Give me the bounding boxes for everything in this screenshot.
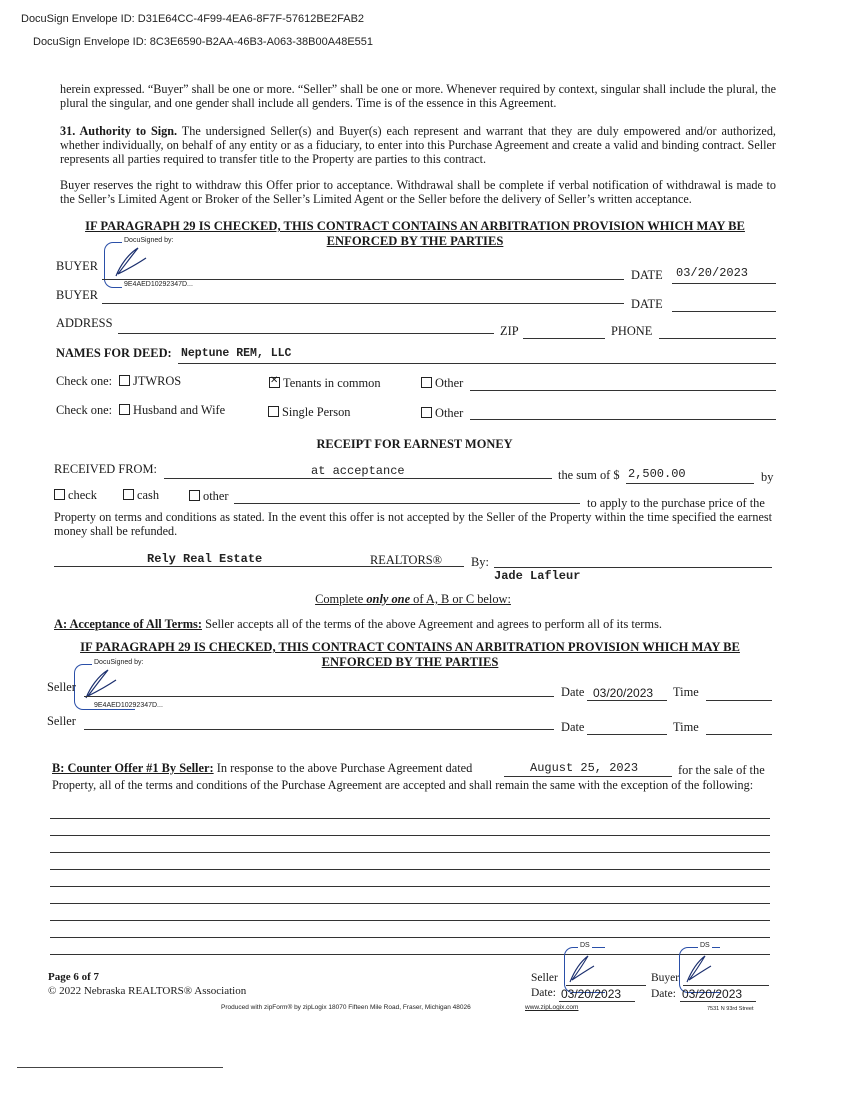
ds-label-buyer: DS <box>700 942 710 949</box>
seller-signature-line-2[interactable] <box>84 729 554 730</box>
seller1-date-line <box>587 700 667 701</box>
checkbox-tenants-in-common[interactable] <box>269 376 381 391</box>
seller-time-label-1: Time <box>673 685 699 699</box>
produced-with: Produced with zipForm® by zipLogix 18070 Fifteen Mile Road, Fraser, Michigan 48026 <box>221 1004 471 1011</box>
seller-initials-icon <box>566 954 596 986</box>
receipt-title: RECEIPT FOR EARNEST MONEY <box>316 437 513 451</box>
counter-line[interactable] <box>50 869 770 870</box>
agent-value: Jade Lafleur <box>494 569 581 583</box>
buyer-signature-line-2[interactable] <box>102 303 624 304</box>
seller2-time-line[interactable] <box>706 734 772 735</box>
envelope-id-1: DocuSign Envelope ID: D31E64CC-4F99-4EA6-8F7F-57612BE2FAB2 <box>21 13 365 25</box>
checkbox-tenants-label: Tenants in common <box>283 376 381 390</box>
buyer-label-1: BUYER <box>56 259 98 273</box>
agent-line <box>494 567 772 568</box>
realtors-label: REALTORS® <box>370 553 443 567</box>
docusign-signed-by-seller: DocuSigned by: <box>94 659 144 666</box>
counter-heading: B: Counter Offer #1 By Seller: <box>52 761 214 775</box>
docusign-signer-id: 9E4AED10292347D... <box>124 281 193 288</box>
docusign-signer-id-seller: 9E4AED10292347D... <box>94 702 163 709</box>
counter-text-a: In response to the above Purchase Agreement dated <box>213 761 473 775</box>
footer-buyer-date: 03/20/2023 <box>682 987 743 1001</box>
page-number: Page 6 of 7 <box>48 971 100 983</box>
property-address: 7531 N 93rd Street <box>707 1006 754 1012</box>
copyright: © 2022 Nebraska REALTORS® Association <box>48 985 247 997</box>
counter-line[interactable] <box>50 954 770 955</box>
checkbox-cash-label: cash <box>137 488 160 502</box>
seller-label-1: Seller <box>47 680 76 694</box>
seller-date-label-1: Date <box>561 685 585 699</box>
buyer1-date-value: 03/20/2023 <box>676 266 749 280</box>
bottom-rule <box>17 1067 223 1068</box>
seller-time-label-2: Time <box>673 720 699 734</box>
seller-signature-line-1 <box>84 696 554 697</box>
check-one-label-2: Check one: <box>56 403 113 417</box>
envelope-id-2: DocuSign Envelope ID: 8C3E6590-B2AA-46B3-A063-38B00A48E551 <box>33 36 374 48</box>
checkbox-icon[interactable] <box>119 404 130 415</box>
arbitration-notice-line1: IF PARAGRAPH 29 IS CHECKED, THIS CONTRACT CONTAINS AN ARBITRATION PROVISION WHICH MAY BE <box>85 219 745 233</box>
zip-label: ZIP <box>500 324 519 338</box>
counter-agreement-date: August 25, 2023 <box>530 761 639 775</box>
names-for-deed-value: Neptune REM, LLC <box>181 347 292 360</box>
counter-heading-line <box>52 761 472 776</box>
buyer-initials-icon <box>683 954 713 986</box>
counter-text-c: Property, all of the terms and conditions of the Purchase Agreement are accepted and shall remain the same with the exception of the following: <box>52 778 754 792</box>
received-from-line[interactable] <box>164 478 552 479</box>
date-label-1: DATE <box>631 268 663 282</box>
checkbox-icon[interactable] <box>54 489 65 500</box>
seller1-time-line[interactable] <box>706 700 772 701</box>
complete-instruction <box>0 592 826 607</box>
footer-buyer-date-label: Date: <box>651 988 676 1000</box>
counter-line[interactable] <box>50 937 770 938</box>
seller-date-label-2: Date <box>561 720 585 734</box>
address-label: ADDRESS <box>56 316 113 330</box>
checkbox-check-label: check <box>68 488 97 502</box>
checkbox-other-payment-label: other <box>203 489 229 503</box>
buyer1-date-line <box>672 283 776 284</box>
check-one-label-1: Check one: <box>56 374 113 388</box>
footer-seller-label: Seller <box>531 972 558 984</box>
zip-line[interactable] <box>523 338 605 339</box>
counter-date-line <box>504 776 672 777</box>
checkbox-husband-and-wife[interactable] <box>119 403 225 418</box>
received-from-label: RECEIVED FROM: <box>54 462 157 476</box>
checkbox-icon[interactable] <box>421 377 432 388</box>
received-from-value: at acceptance <box>311 464 405 478</box>
seller2-date-line[interactable] <box>587 734 667 735</box>
by2-label: By: <box>471 555 489 569</box>
acceptance-heading: A: Acceptance of All Terms: <box>54 617 202 631</box>
acceptance-text: Seller accepts all of the terms of the above Agreement and agrees to perform all of its terms. <box>201 617 662 631</box>
other-line-1[interactable] <box>470 390 776 391</box>
ziplogix-url[interactable]: www.zipLogix.com <box>525 1004 579 1011</box>
buyer-label-2: BUYER <box>56 288 98 302</box>
brokerage-value: Rely Real Estate <box>147 552 263 566</box>
address-line[interactable] <box>118 333 494 334</box>
footer-buyer-label: Buyer <box>651 972 680 984</box>
footer-seller-date-line <box>559 1001 635 1002</box>
seller1-date-value: 03/20/2023 <box>593 686 654 700</box>
footer-seller-date: 03/20/2023 <box>561 987 622 1001</box>
counter-line[interactable] <box>50 886 770 887</box>
buyer2-date-line[interactable] <box>672 311 776 312</box>
counter-text-b: for the sale of the <box>678 763 765 777</box>
checkbox-icon[interactable] <box>189 490 200 501</box>
checkbox-husband-label: Husband and Wife <box>133 403 226 417</box>
date-label-2: DATE <box>631 297 663 311</box>
footer-buyer-initial-line <box>683 985 769 986</box>
counter-line[interactable] <box>50 920 770 921</box>
complete-emph: only one <box>366 592 411 606</box>
seller-label-2: Seller <box>47 714 76 728</box>
complete-suffix: of A, B or C below: <box>410 592 511 606</box>
apply-text: to apply to the purchase price of the <box>587 496 765 510</box>
arbitration-notice-2-line1: IF PARAGRAPH 29 IS CHECKED, THIS CONTRACT CONTAINS AN ARBITRATION PROVISION WHICH MAY BE <box>80 640 740 654</box>
checkbox-jtwros[interactable] <box>119 374 181 389</box>
authority-text: The undersigned Seller(s) and Buyer(s) each represent and warrant that they are duly empowered and/or authorized, whether individually, on behalf of any entity or as a fiduciary, to enter into this Purchase Agreement and create a valid and binding contract. Seller represents all parties required to transfer title to the Property are parties to this contract. <box>60 124 776 167</box>
footer-seller-date-label: Date: <box>531 987 556 999</box>
checkbox-checked-icon[interactable] <box>269 377 280 388</box>
footer-buyer-date-line <box>680 1001 756 1002</box>
property-text: Property on terms and conditions as stated. In the event this offer is not accepted by the Seller of the Property within the time specified the earnest money shall be refunded. <box>54 510 772 539</box>
arbitration-notice-line2: ENFORCED BY THE PARTIES <box>326 234 504 248</box>
ds-label-seller: DS <box>580 942 590 949</box>
phone-label: PHONE <box>611 324 653 338</box>
phone-line[interactable] <box>659 338 776 339</box>
checkbox-other-payment[interactable] <box>189 489 228 504</box>
checkbox-icon[interactable] <box>119 375 130 386</box>
sum-value: 2,500.00 <box>628 467 686 481</box>
intro-paragraph: herein expressed. “Buyer” shall be one or more. “Seller” shall be one or more. Whenever required by context, singular shall include the plural, the plural the singular, and one gender shall include all genders. Time is of the essence in this Agreement. <box>60 82 776 111</box>
checkbox-other-1[interactable] <box>421 376 463 391</box>
checkbox-other-1-label: Other <box>435 376 464 390</box>
checkbox-other-2-label: Other <box>435 406 464 420</box>
checkbox-jtwros-label: JTWROS <box>133 374 182 388</box>
buyer-signature-line-1 <box>102 279 624 280</box>
checkbox-single-person[interactable] <box>268 405 351 420</box>
checkbox-icon[interactable] <box>123 489 134 500</box>
checkbox-cash[interactable] <box>123 488 159 503</box>
buyer-signature-icon <box>110 244 150 280</box>
names-for-deed-label: NAMES FOR DEED: <box>56 346 172 360</box>
counter-line[interactable] <box>50 903 770 904</box>
checkbox-icon[interactable] <box>421 407 432 418</box>
other-payment-line[interactable] <box>234 503 580 504</box>
checkbox-single-label: Single Person <box>282 405 351 419</box>
docusign-signed-by: DocuSigned by: <box>124 237 174 244</box>
counter-line[interactable] <box>50 852 770 853</box>
counter-line[interactable] <box>50 835 770 836</box>
withdraw-paragraph: Buyer reserves the right to withdraw this Offer prior to acceptance. Withdrawal shall be complete if verbal notification of withdrawal is made to the Seller’s Limited Agent or Broker of the Seller’s Limited Agent or the Seller before the delivery of Seller’s written acceptance. <box>60 178 776 207</box>
names-for-deed-line[interactable] <box>178 363 776 364</box>
checkbox-other-2[interactable] <box>421 406 463 421</box>
footer-seller-initial-line <box>566 985 646 986</box>
sum-line[interactable] <box>626 483 754 484</box>
authority-heading: 31. Authority to Sign. <box>60 124 178 138</box>
authority-paragraph <box>60 124 776 167</box>
checkbox-icon[interactable] <box>268 406 279 417</box>
checkbox-check[interactable] <box>54 488 97 503</box>
counter-line[interactable] <box>50 818 770 819</box>
acceptance-paragraph <box>54 617 662 632</box>
other-line-2[interactable] <box>470 419 776 420</box>
arbitration-notice-2-line2: ENFORCED BY THE PARTIES <box>321 655 499 669</box>
complete-prefix: Complete <box>315 592 367 606</box>
sum-label: the sum of $ <box>558 468 620 482</box>
by-label: by <box>761 470 774 484</box>
